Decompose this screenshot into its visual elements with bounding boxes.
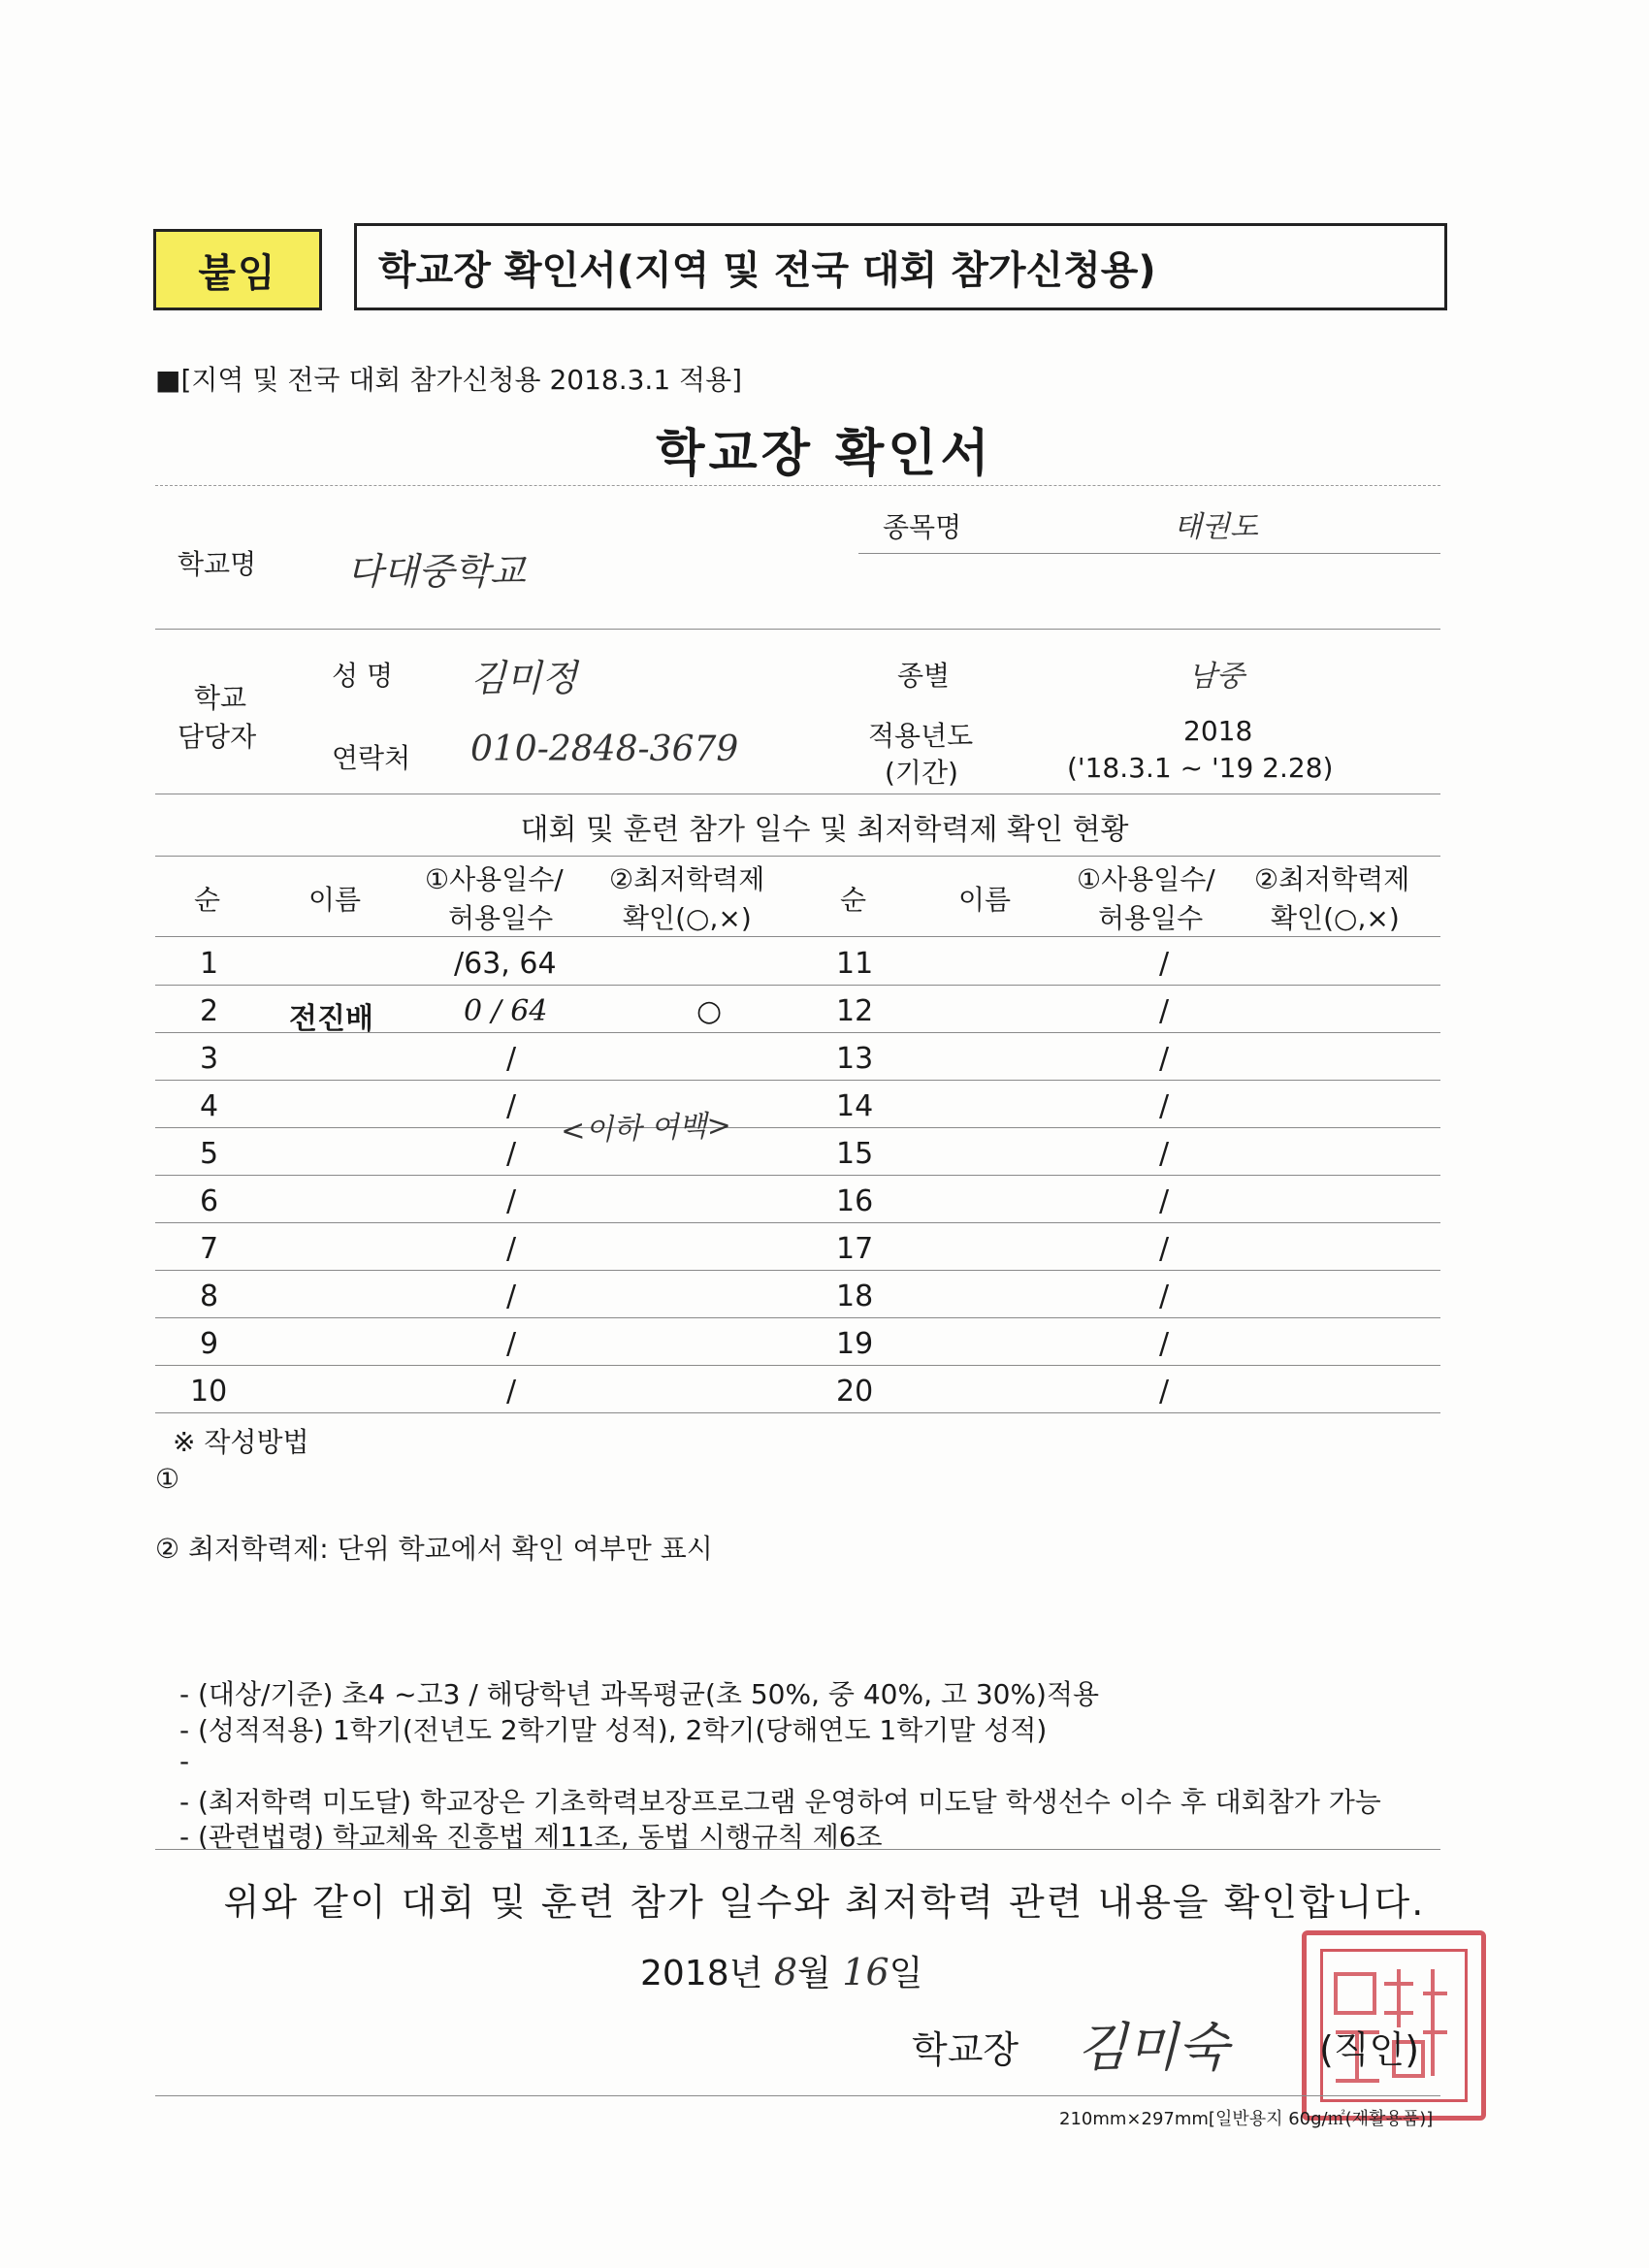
document-title: 학교장 확인서 — [656, 425, 993, 483]
year-value: 2018 — [1183, 715, 1253, 747]
row-divider — [155, 1365, 1440, 1366]
row-days: / — [506, 1375, 517, 1409]
col-no-header: 순 — [840, 884, 867, 916]
row-days: / — [506, 1232, 517, 1266]
row-days: / — [506, 1137, 517, 1171]
row-days: / — [506, 1089, 517, 1123]
row-days: / — [1159, 1232, 1170, 1266]
phone-value: 010-2848-3679 — [470, 729, 739, 769]
row-number: 5 — [200, 1137, 219, 1171]
row-days: / — [1159, 1327, 1170, 1361]
row-days: / — [1159, 1089, 1170, 1123]
period-value: ('18.3.1 ~ '19 2.28) — [1067, 752, 1334, 784]
divider — [858, 553, 1440, 554]
form-title: 학교장 확인서(지역 및 전국 대회 참가신청용) — [354, 223, 1447, 310]
row-number: 15 — [836, 1137, 874, 1171]
row-divider — [155, 985, 1440, 986]
confirmation-date — [640, 1946, 922, 1995]
row-number: 7 — [200, 1232, 219, 1266]
year-label: 적용년도 — [868, 720, 974, 752]
row-number: 18 — [836, 1280, 874, 1313]
sport-label: 종목명 — [883, 511, 962, 543]
principal-label: 학교장 — [912, 2028, 1019, 2071]
row-days: 0 / 64 — [464, 994, 548, 1028]
category-value: 남중 — [1188, 660, 1245, 694]
confirmation-statement: 위와 같이 대회 및 훈련 참가 일수와 최저학력 관련 내용을 확인합니다. — [223, 1881, 1426, 1924]
col-days-header: ①사용일수/ — [1077, 863, 1215, 895]
col-check-header: ②최저학력제 — [1254, 863, 1410, 895]
contact-person-label: 학교 — [194, 682, 247, 714]
row-number: 3 — [200, 1042, 219, 1076]
row-number: 13 — [836, 1042, 874, 1076]
instruction-bullet: - — [179, 1745, 190, 1777]
instructions-heading: ※ 작성방법 — [173, 1426, 309, 1458]
instruction-bullet: - (관련법령) 학교체육 진흥법 제11조, 동법 시행규칙 제6조 — [179, 1821, 883, 1853]
row-days: / — [506, 1184, 517, 1218]
divider — [155, 936, 1440, 937]
row-number: 1 — [200, 947, 219, 981]
date-day-unit: 일 — [889, 1954, 923, 1993]
row-number: 19 — [836, 1327, 874, 1361]
attachment-label: 붙임 — [153, 229, 322, 310]
row-number: 2 — [200, 994, 219, 1028]
row-days: / — [1159, 1042, 1170, 1076]
row-days: / — [1159, 1280, 1170, 1313]
col-no-header: 순 — [194, 884, 221, 916]
name-label: 성 명 — [332, 660, 393, 692]
contact-person-label: 담당자 — [178, 721, 257, 753]
col-check-header: 확인(○,×) — [623, 902, 752, 934]
row-number: 16 — [836, 1184, 874, 1218]
instruction-bullet: - (성적적용) 1학기(전년도 2학기말 성적), 2학기(당해연도 1학기말 성적) — [179, 1714, 1048, 1746]
sport-value: 태권도 — [1174, 510, 1258, 544]
row-divider — [155, 1175, 1440, 1176]
row-days: / — [1159, 1375, 1170, 1409]
row-number: 17 — [836, 1232, 874, 1266]
row-number: 8 — [200, 1280, 219, 1313]
row-number: 11 — [836, 947, 874, 981]
row-days: / — [1159, 1184, 1170, 1218]
row-divider — [155, 1080, 1440, 1081]
divider — [155, 1849, 1440, 1850]
table-title: 대회 및 훈련 참가 일수 및 최저학력제 확인 현황 — [520, 813, 1129, 847]
date-month-value: 8 — [773, 1951, 798, 1993]
instruction-item-1: ① — [155, 1463, 180, 1495]
row-number: 6 — [200, 1184, 219, 1218]
row-days: / — [506, 1327, 517, 1361]
divider — [155, 856, 1440, 857]
instruction-bullet: - (대상/기준) 초4 ~고3 / 해당학년 과목평균(초 50%, 중 40%, 고 30%)적용 — [179, 1678, 1100, 1710]
row-divider — [155, 1317, 1440, 1318]
row-number: 14 — [836, 1089, 874, 1123]
row-divider — [155, 1270, 1440, 1271]
school-label: 학교명 — [178, 548, 257, 580]
category-label: 종별 — [897, 660, 951, 692]
divider — [155, 485, 1440, 486]
period-label: (기간) — [885, 757, 958, 789]
row-name: 전진배 — [289, 1002, 373, 1036]
col-check-header: 확인(○,×) — [1271, 902, 1400, 934]
row-days: / — [506, 1280, 517, 1313]
instruction-item-2: ② 최저학력제: 단위 학교에서 확인 여부만 표시 — [155, 1533, 713, 1565]
date-month-unit: 월 — [797, 1954, 831, 1993]
divider — [155, 629, 1440, 630]
seal-label: (직인) — [1319, 2028, 1420, 2071]
col-days-header: ①사용일수/ — [425, 863, 564, 895]
instruction-bullet: - (최저학력 미도달) 학교장은 기초학력보장프로그램 운영하여 미도달 학생선수 이수 후 대회참가 가능 — [179, 1786, 1381, 1818]
row-days: / — [1159, 947, 1170, 981]
row-divider — [155, 1222, 1440, 1223]
row-days: / — [1159, 1137, 1170, 1171]
row-check: ○ — [696, 994, 723, 1028]
row-divider — [155, 1412, 1440, 1413]
col-check-header: ②최저학력제 — [609, 863, 765, 895]
col-name-header: 이름 — [958, 884, 1012, 916]
col-name-header: 이름 — [308, 884, 362, 916]
school-value: 다대중학교 — [347, 550, 526, 593]
row-days: /63, 64 — [454, 947, 557, 981]
name-value: 김미정 — [470, 657, 578, 699]
divider — [155, 2095, 1440, 2096]
principal-signature: 김미숙 — [1077, 2017, 1229, 2078]
date-year: 2018년 — [640, 1954, 763, 1993]
blank-note: <이하 여백> — [560, 1108, 732, 1150]
row-number: 4 — [200, 1089, 219, 1123]
row-number: 9 — [200, 1327, 219, 1361]
date-day-value: 16 — [842, 1951, 889, 1993]
application-note: ■[지역 및 전국 대회 참가신청용 2018.3.1 적용] — [155, 364, 743, 396]
paper-spec: 210mm×297mm[일반용지 60g/㎡(재활용품)] — [1059, 2109, 1434, 2129]
row-divider — [155, 1127, 1440, 1128]
phone-label: 연락처 — [332, 742, 411, 774]
col-days-header: 허용일수 — [1098, 902, 1204, 934]
row-days: / — [506, 1042, 517, 1076]
row-number: 10 — [190, 1375, 228, 1409]
row-days: / — [1159, 994, 1170, 1028]
row-number: 20 — [836, 1375, 874, 1409]
col-days-header: 허용일수 — [448, 902, 554, 934]
row-number: 12 — [836, 994, 874, 1028]
